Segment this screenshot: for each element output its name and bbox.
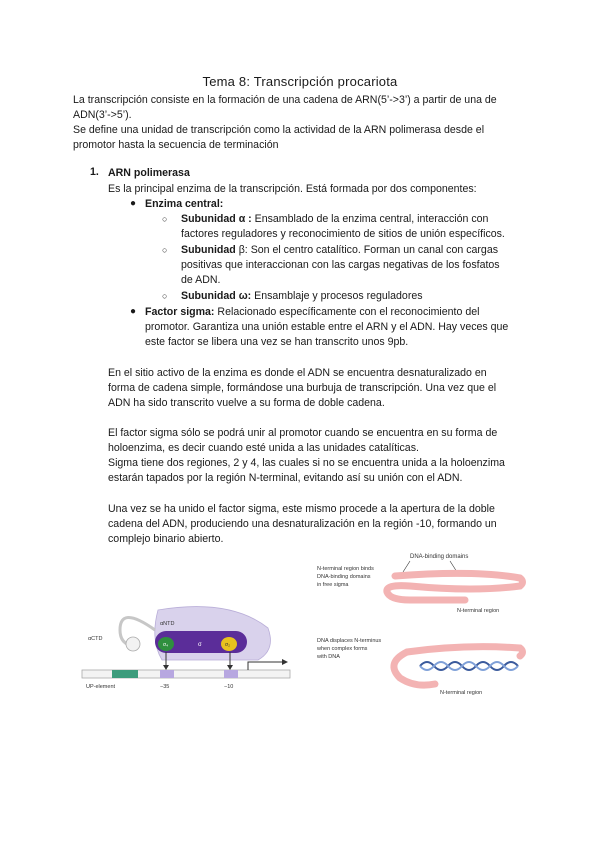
- label-antd: αNTD: [160, 621, 175, 627]
- label-minus35: −35: [160, 684, 170, 690]
- sigma-label: Factor sigma:: [145, 306, 215, 318]
- intro-line-1: La transcripción consiste en la formación de una cadena de ARN(5’->3’) a partir de una de: [73, 94, 497, 106]
- section-heading: ARN polimerasa: [108, 167, 190, 179]
- alpha-item: [181, 212, 541, 228]
- intro-line-3: Se define una unidad de transcripción como la actividad de la ARN polimerasa desde el: [73, 124, 485, 136]
- section-number: 1.: [90, 166, 99, 178]
- sigma-text: Relacionado específicamente con el reconocimiento del: [217, 306, 480, 318]
- sigma-para-line-4: estarán tapados por la región N-terminal, evitando así su unión con el ADN.: [108, 472, 463, 484]
- omega-item: [181, 289, 541, 305]
- circle-bullet: ○: [162, 214, 168, 224]
- open-line-1: Una vez se ha unido el factor sigma, este mismo procede a la apertura de la doble: [108, 503, 495, 515]
- tss-arrow-head: [282, 659, 288, 665]
- intro-line-2: ADN(3’->5’).: [73, 109, 132, 121]
- beta-symbol: β:: [238, 244, 248, 256]
- arrow-head: [227, 665, 233, 670]
- beta-text-2: positivas que interaccionan con las cargas negativas de los fosfatos: [181, 259, 500, 271]
- beta-item: [181, 243, 541, 259]
- label-disp-1: DNA displaces N-terminus: [317, 638, 382, 644]
- circle-bullet: ○: [162, 291, 168, 301]
- page-title: Tema 8: Transcripción procariota: [202, 74, 398, 89]
- label-dna-binding-domains: DNA-binding domains: [410, 554, 469, 560]
- label-sigma2: σ₂: [225, 642, 231, 648]
- omega-label: Subunidad: [181, 290, 236, 302]
- beta-text: Son el centro catalítico. Forman un canal con cargas: [250, 244, 499, 256]
- bullet-dot: ●: [130, 306, 137, 317]
- enzima-central-label: Enzima central:: [145, 198, 224, 210]
- active-site-line-2: forma de cadena simple, formándose una burbuja de transcripción. Una vez que el: [108, 382, 497, 394]
- label-sigma: σ: [198, 642, 202, 648]
- label-free-1: N-terminal region binds: [317, 566, 374, 572]
- open-line-3: complejo binario abierto.: [108, 533, 224, 545]
- label-nterm-1: N-terminal region: [457, 608, 500, 614]
- bound-sigma-nterm: [394, 652, 435, 685]
- arrow-head: [163, 665, 169, 670]
- open-line-2: cadena del ADN, produciendo una desnaturalización en la región -10, formando un: [108, 518, 497, 530]
- label-sigma4: σ₄: [163, 642, 169, 648]
- section-description: Es la principal enzima de la transcripción. Está formada por dos componentes:: [108, 183, 477, 195]
- label-disp-2: when complex forms: [317, 646, 368, 652]
- alpha-text: Ensamblado de la enzima central, interacción con: [254, 213, 489, 225]
- pointer-line: [403, 561, 410, 572]
- omega-text: Ensamblaje y procesos reguladores: [254, 290, 423, 302]
- sigma-text-2: promotor. Garantiza una unión estable entre el ARN y el ADN. Hay veces que: [145, 321, 509, 333]
- bound-sigma-chain: [407, 647, 523, 656]
- sigma-para-line-3: Sigma tiene dos regiones, 2 y 4, las cuales si no se encuentra unida a la holoenzima: [108, 457, 505, 469]
- label-minus10: −10: [224, 684, 234, 690]
- label-disp-3: with DNA: [317, 654, 340, 660]
- tss-arrow: [248, 662, 284, 670]
- label-actd: αCTD: [88, 636, 103, 642]
- bullet-dot: ●: [130, 198, 137, 209]
- alpha-symbol: α :: [238, 213, 252, 225]
- circle-bullet: ○: [162, 245, 168, 255]
- active-site-line-3: ADN ha sido transcrito vuelve a su forma de doble cadena.: [108, 397, 385, 409]
- minus35-box: [160, 670, 174, 678]
- minus10-box: [224, 670, 238, 678]
- sigma-para-line-1: El factor sigma sólo se podrá unir al promotor cuando se encuentra en su forma de: [108, 427, 498, 439]
- active-site-line-1: En el sitio activo de la enzima es donde el ADN se encuentra desnaturalizado en: [108, 367, 487, 379]
- sigma-item: [145, 305, 545, 321]
- beta-label: Subunidad: [181, 244, 236, 256]
- alpha-text-2: factores reguladores y reconocimiento de sitios de unión específicos.: [181, 228, 505, 240]
- sigma-conformation-figure: [315, 548, 540, 698]
- label-nterm-2: N-terminal region: [440, 690, 483, 696]
- label-free-3: in free sigma: [317, 582, 349, 588]
- actd-domain-shape: [126, 637, 140, 651]
- sigma-para-line-2: holoenzima, es decir cuando esté unida a las unidades catalíticas.: [108, 442, 419, 454]
- omega-symbol: ω:: [238, 290, 252, 302]
- beta-text-3: de ADN.: [181, 274, 221, 286]
- intro-line-4: promotor hasta la secuencia de terminación: [73, 139, 279, 151]
- dna-helix-strand-b: [420, 662, 518, 670]
- polymerase-promoter-figure: [80, 600, 295, 695]
- alpha-label: Subunidad: [181, 213, 236, 225]
- label-up-element: UP-element: [86, 684, 116, 690]
- free-sigma-chain: [387, 573, 523, 600]
- sigma-text-3: este factor se libera una vez se han transcrito unos 9pb.: [145, 336, 409, 348]
- label-free-2: DNA-binding domains: [317, 574, 371, 580]
- up-element-box: [112, 670, 138, 678]
